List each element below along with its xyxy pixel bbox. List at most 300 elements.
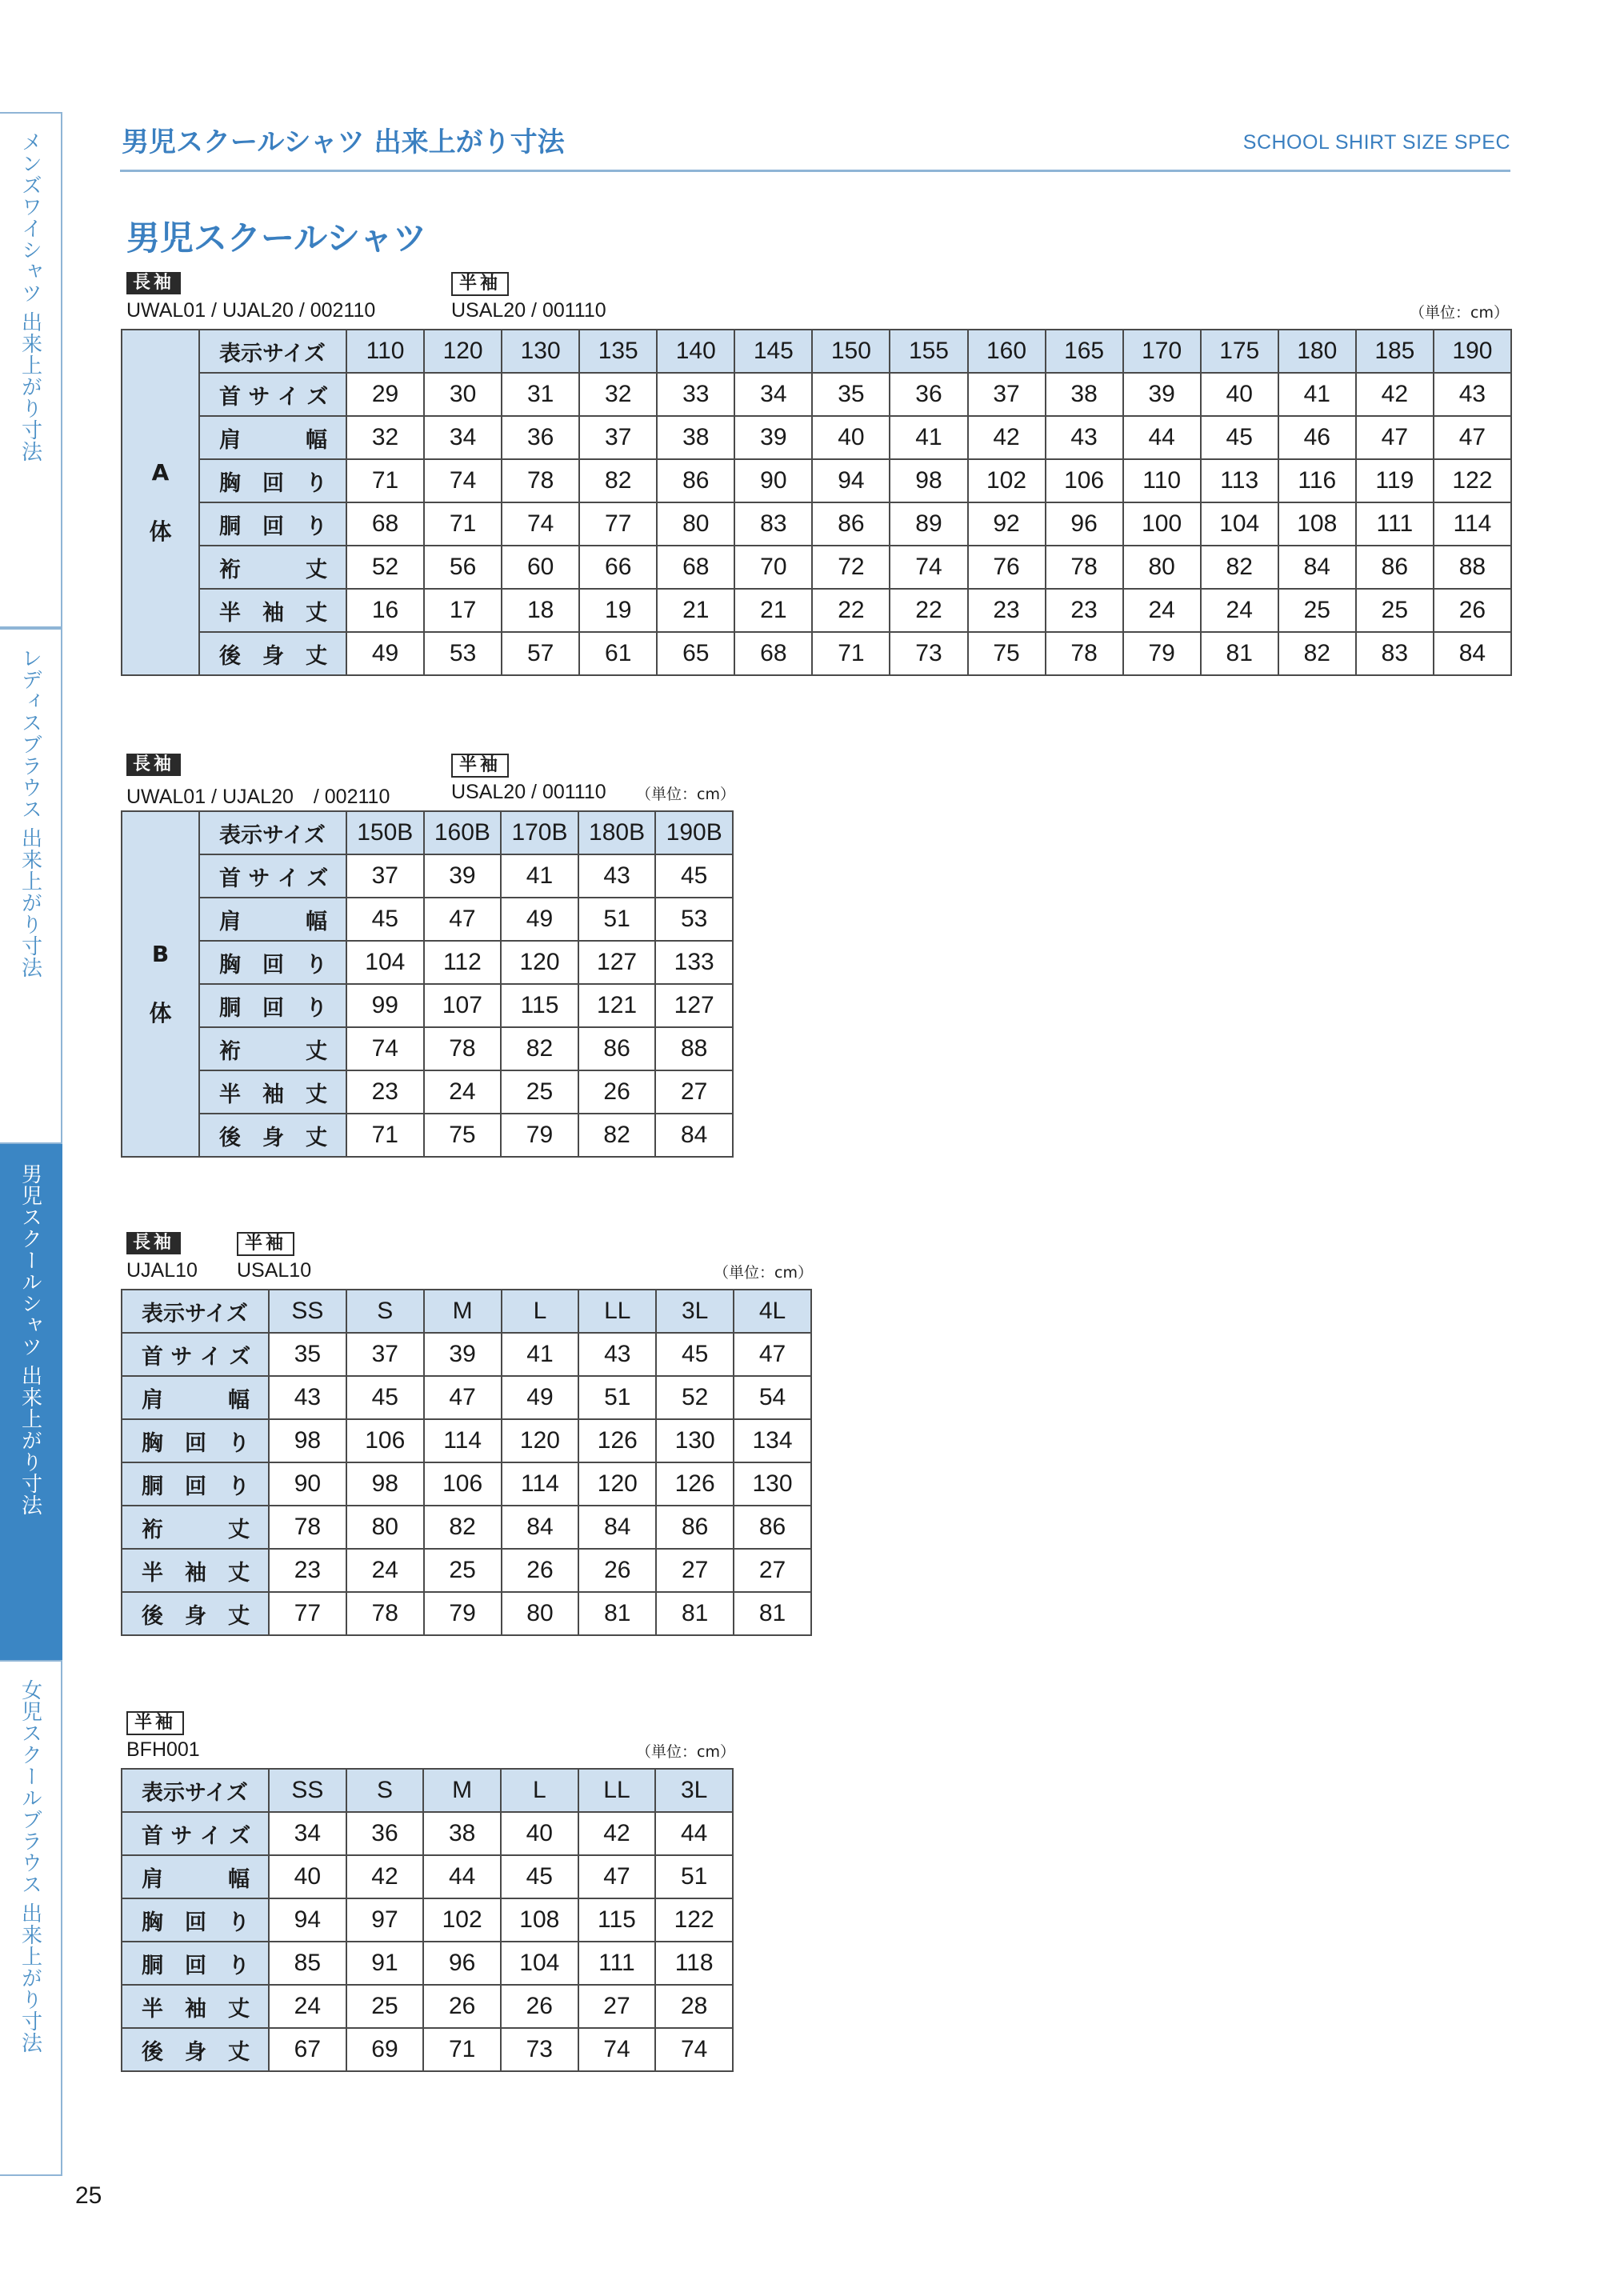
table-cell: 52: [656, 1376, 734, 1419]
row-label: 首 サ イ ズ: [122, 1333, 269, 1376]
table-cell: 65: [657, 632, 734, 675]
side-tab-girls-school-blouse[interactable]: [0, 1660, 62, 2176]
table-cell: 47: [424, 898, 502, 941]
table-cell: 31: [502, 373, 579, 416]
table-cell: 98: [890, 459, 967, 502]
unit-label: （単位：cm）: [714, 1264, 813, 1282]
table-cell: 106: [1046, 459, 1123, 502]
page-number: 25: [75, 2182, 102, 2209]
table-row: [122, 1070, 733, 1114]
row-label: 肩 幅: [122, 1376, 269, 1419]
table-cell: 66: [579, 546, 657, 589]
long-sleeve-badge: 長袖: [126, 272, 181, 294]
row-label: 胴 回 り: [122, 1942, 269, 1985]
table-cell: 28: [655, 1985, 733, 2028]
size-header-cell: 170: [1123, 330, 1201, 373]
table-cell: 51: [578, 898, 656, 941]
table-cell: 127: [578, 941, 656, 984]
size-header-cell: LL: [578, 1290, 656, 1333]
table-cell: 47: [734, 1333, 811, 1376]
table-cell: 60: [502, 546, 579, 589]
size-header-cell: M: [423, 1769, 501, 1812]
table-cell: 116: [1278, 459, 1356, 502]
table-cell: 51: [578, 1376, 656, 1419]
table-row: [122, 1592, 811, 1635]
table-row: [122, 1985, 733, 2028]
side-tab-mens-shirt[interactable]: [0, 112, 62, 628]
row-label: 首 サ イ ズ: [199, 854, 346, 898]
side-tab-boys-school-shirt[interactable]: [0, 1144, 62, 1660]
table-cell: 114: [1434, 502, 1511, 546]
table-cell: 88: [1434, 546, 1511, 589]
table-cell: 114: [502, 1462, 579, 1506]
table-cell: 82: [501, 1027, 578, 1070]
table-cell: 74: [655, 2028, 733, 2071]
table-row: [122, 589, 1511, 632]
row-label: 後 身 丈: [122, 2028, 269, 2071]
table-cell: 83: [734, 502, 812, 546]
table-cell: 47: [1434, 416, 1511, 459]
table-row: [122, 459, 1511, 502]
size-header-cell: 180B: [578, 811, 656, 854]
table-cell: 84: [578, 1506, 656, 1549]
table-cell: 94: [812, 459, 890, 502]
table-cell: 130: [656, 1419, 734, 1462]
table-cell: 82: [579, 459, 657, 502]
table-cell: 108: [501, 1898, 578, 1942]
table-cell: 110: [1123, 459, 1201, 502]
table-cell: 21: [734, 589, 812, 632]
table-cell: 86: [812, 502, 890, 546]
row-label: 胸 回 り: [199, 459, 346, 502]
table-row: [122, 502, 1511, 546]
table-cell: 68: [346, 502, 424, 546]
size-table-b: [121, 810, 734, 1158]
table-cell: 69: [346, 2028, 424, 2071]
table-cell: 86: [578, 1027, 656, 1070]
table-cell: 27: [578, 1985, 656, 2028]
short-sleeve-badge: 半袖: [126, 1711, 184, 1735]
product-codes-short: USAL20 / 001110: [451, 781, 606, 803]
table-cell: 49: [501, 898, 578, 941]
row-label: 胴 回 り: [199, 502, 346, 546]
table-cell: 53: [424, 632, 502, 675]
long-sleeve-badge: 長袖: [126, 1232, 181, 1254]
table-cell: 32: [346, 416, 424, 459]
table-cell: 40: [269, 1855, 346, 1898]
product-codes-long: UWAL01 / UJAL20 / 002110: [126, 299, 376, 322]
table-cell: 81: [656, 1592, 734, 1635]
row-label: 裄 丈: [199, 1027, 346, 1070]
product-codes-long: UWAL01 / UJAL20 / 002110: [126, 786, 390, 808]
table-cell: 40: [1201, 373, 1278, 416]
body-type-label: A 体: [122, 330, 199, 675]
table-cell: 86: [657, 459, 734, 502]
table-row: [122, 2028, 733, 2071]
table-cell: 92: [968, 502, 1046, 546]
size-header-cell: 135: [579, 330, 657, 373]
table-cell: 74: [502, 502, 579, 546]
table-cell: 26: [1434, 589, 1511, 632]
table-cell: 36: [502, 416, 579, 459]
table-cell: 96: [423, 1942, 501, 1985]
table-row: [122, 941, 733, 984]
table-cell: 71: [346, 459, 424, 502]
table-cell: 38: [423, 1812, 501, 1855]
table-row: [122, 1419, 811, 1462]
table-cell: 23: [1046, 589, 1123, 632]
table-cell: 71: [424, 502, 502, 546]
size-header-cell: 165: [1046, 330, 1123, 373]
table-cell: 78: [502, 459, 579, 502]
table-cell: 47: [1356, 416, 1434, 459]
row-label: 胴 回 り: [199, 984, 346, 1027]
size-header-row: [122, 811, 733, 854]
table-cell: 78: [346, 1592, 424, 1635]
table-cell: 106: [424, 1462, 502, 1506]
table-row: [122, 1855, 733, 1898]
table-cell: 38: [657, 416, 734, 459]
table-cell: 82: [1201, 546, 1278, 589]
table-cell: 78: [424, 1027, 502, 1070]
size-header-row: [122, 330, 1511, 373]
unit-label: （単位：cm）: [636, 786, 735, 803]
size-header-cell: 4L: [734, 1290, 811, 1333]
table-cell: 41: [1278, 373, 1356, 416]
table-cell: 97: [346, 1898, 424, 1942]
table-cell: 115: [501, 984, 578, 1027]
table-cell: 85: [269, 1942, 346, 1985]
table-row: [122, 1812, 733, 1855]
table-cell: 32: [579, 373, 657, 416]
table-cell: 37: [968, 373, 1046, 416]
table-cell: 42: [968, 416, 1046, 459]
table-cell: 126: [656, 1462, 734, 1506]
table-cell: 24: [269, 1985, 346, 2028]
table-cell: 126: [578, 1419, 656, 1462]
table-cell: 26: [502, 1549, 579, 1592]
table-cell: 74: [578, 2028, 656, 2071]
table-cell: 43: [1434, 373, 1511, 416]
row-label: 裄 丈: [122, 1506, 269, 1549]
table-cell: 78: [269, 1506, 346, 1549]
table-cell: 17: [424, 589, 502, 632]
table-cell: 70: [734, 546, 812, 589]
table-cell: 49: [346, 632, 424, 675]
table-cell: 122: [655, 1898, 733, 1942]
row-label: 胸 回 り: [122, 1419, 269, 1462]
table-cell: 41: [502, 1333, 579, 1376]
table-row: [122, 1376, 811, 1419]
size-header-cell: SS: [269, 1769, 346, 1812]
table-row: [122, 1898, 733, 1942]
table-cell: 86: [656, 1506, 734, 1549]
table-cell: 57: [502, 632, 579, 675]
size-header-cell: L: [502, 1290, 579, 1333]
size-header-cell: 175: [1201, 330, 1278, 373]
size-header-cell: SS: [269, 1290, 346, 1333]
row-label: 表示サイズ: [122, 1769, 269, 1812]
size-table-c: [121, 1289, 812, 1636]
table-cell: 26: [578, 1070, 656, 1114]
side-tab-ladies-blouse[interactable]: [0, 628, 62, 1144]
table-cell: 61: [579, 632, 657, 675]
table-cell: 82: [578, 1114, 656, 1157]
table-cell: 19: [579, 589, 657, 632]
row-label: 胴 回 り: [122, 1462, 269, 1506]
table-cell: 91: [346, 1942, 424, 1985]
table-cell: 47: [424, 1376, 502, 1419]
table-cell: 39: [734, 416, 812, 459]
table-cell: 24: [346, 1549, 424, 1592]
table-cell: 23: [968, 589, 1046, 632]
short-sleeve-badge: 半袖: [237, 1232, 294, 1256]
table-cell: 134: [734, 1419, 811, 1462]
table-cell: 22: [812, 589, 890, 632]
table-cell: 76: [968, 546, 1046, 589]
table-cell: 33: [657, 373, 734, 416]
table-row: [122, 1549, 811, 1592]
table-cell: 53: [655, 898, 733, 941]
table-cell: 16: [346, 589, 424, 632]
table-cell: 99: [346, 984, 424, 1027]
size-header-cell: 120: [424, 330, 502, 373]
table-row: [122, 854, 733, 898]
table-cell: 72: [812, 546, 890, 589]
table-cell: 56: [424, 546, 502, 589]
table-cell: 74: [346, 1027, 424, 1070]
row-label: 肩 幅: [199, 898, 346, 941]
section-title: 男児スクールシャツ: [126, 218, 427, 258]
table-cell: 43: [1046, 416, 1123, 459]
table-cell: 30: [424, 373, 502, 416]
table-cell: 111: [578, 1942, 656, 1985]
table-cell: 80: [502, 1592, 579, 1635]
table-cell: 75: [424, 1114, 502, 1157]
table-cell: 81: [734, 1592, 811, 1635]
table-cell: 82: [1278, 632, 1356, 675]
table-cell: 34: [269, 1812, 346, 1855]
side-tab-label: 男児スクールシャツ 出来上がり寸法: [18, 1163, 42, 1517]
table-cell: 127: [655, 984, 733, 1027]
size-header-row: [122, 1769, 733, 1812]
product-code: BFH001: [126, 1738, 200, 1761]
row-label: 後 身 丈: [199, 632, 346, 675]
table-cell: 90: [269, 1462, 346, 1506]
table-row: [122, 373, 1511, 416]
table-cell: 104: [1201, 502, 1278, 546]
row-label: 胸 回 り: [199, 941, 346, 984]
size-header-row: [122, 1290, 811, 1333]
table-cell: 44: [423, 1855, 501, 1898]
size-header-cell: 160: [968, 330, 1046, 373]
table-cell: 112: [424, 941, 502, 984]
short-sleeve-badge: 半袖: [451, 272, 509, 296]
side-tab-label: メンズワイシャツ 出来上がり寸法: [18, 131, 42, 463]
table-row: [122, 1027, 733, 1070]
table-cell: 49: [502, 1376, 579, 1419]
table-cell: 41: [501, 854, 578, 898]
table-cell: 47: [578, 1855, 656, 1898]
table-cell: 77: [269, 1592, 346, 1635]
row-label: 後 身 丈: [122, 1592, 269, 1635]
table-cell: 26: [501, 1985, 578, 2028]
table-cell: 96: [1046, 502, 1123, 546]
row-label: 表示サイズ: [199, 330, 346, 373]
table-cell: 83: [1356, 632, 1434, 675]
table-cell: 71: [346, 1114, 424, 1157]
table-cell: 79: [424, 1592, 502, 1635]
row-label: 後 身 丈: [199, 1114, 346, 1157]
unit-label: （単位：cm）: [636, 1743, 735, 1761]
table-row: [122, 632, 1511, 675]
size-header-cell: S: [346, 1290, 424, 1333]
table-cell: 73: [890, 632, 967, 675]
table-cell: 45: [346, 898, 424, 941]
table-cell: 79: [501, 1114, 578, 1157]
table-cell: 104: [346, 941, 424, 984]
table-cell: 94: [269, 1898, 346, 1942]
table-cell: 38: [1046, 373, 1123, 416]
page-title: 男児スクールシャツ 出来上がり寸法: [122, 126, 565, 158]
table-cell: 120: [501, 941, 578, 984]
table-cell: 111: [1356, 502, 1434, 546]
size-header-cell: 3L: [655, 1769, 733, 1812]
table-row: [122, 1114, 733, 1157]
table-cell: 18: [502, 589, 579, 632]
table-cell: 45: [501, 1855, 578, 1898]
table-cell: 84: [655, 1114, 733, 1157]
size-header-cell: 160B: [424, 811, 502, 854]
table-cell: 40: [812, 416, 890, 459]
table-cell: 37: [346, 1333, 424, 1376]
table-cell: 88: [655, 1027, 733, 1070]
table-cell: 45: [656, 1333, 734, 1376]
size-header-cell: 140: [657, 330, 734, 373]
table-row: [122, 1506, 811, 1549]
table-cell: 37: [346, 854, 424, 898]
table-cell: 24: [424, 1070, 502, 1114]
table-cell: 26: [423, 1985, 501, 2028]
table-row: [122, 898, 733, 941]
page-title-en: SCHOOL SHIRT SIZE SPEC: [1242, 131, 1510, 154]
table-cell: 120: [502, 1419, 579, 1462]
table-cell: 84: [502, 1506, 579, 1549]
product-code-short: USAL10: [237, 1259, 312, 1282]
size-header-cell: S: [346, 1769, 424, 1812]
size-header-cell: 110: [346, 330, 424, 373]
table-cell: 41: [890, 416, 967, 459]
size-table-d: [121, 1768, 734, 2072]
table-cell: 81: [1201, 632, 1278, 675]
table-cell: 74: [424, 459, 502, 502]
table-cell: 98: [346, 1462, 424, 1506]
table-cell: 118: [655, 1942, 733, 1985]
table-cell: 34: [424, 416, 502, 459]
table-cell: 25: [1278, 589, 1356, 632]
size-table-a: [121, 329, 1512, 676]
unit-label: （単位：cm）: [1410, 304, 1509, 322]
table-cell: 75: [968, 632, 1046, 675]
table-cell: 68: [734, 632, 812, 675]
table-cell: 80: [1123, 546, 1201, 589]
table-cell: 82: [424, 1506, 502, 1549]
table-row: [122, 546, 1511, 589]
table-cell: 68: [657, 546, 734, 589]
table-cell: 25: [1356, 589, 1434, 632]
table-cell: 81: [578, 1592, 656, 1635]
size-header-cell: 145: [734, 330, 812, 373]
product-code-long: UJAL10: [126, 1259, 198, 1282]
table-cell: 42: [578, 1812, 656, 1855]
table-cell: 100: [1123, 502, 1201, 546]
table-cell: 86: [734, 1506, 811, 1549]
row-label: 首 サ イ ズ: [199, 373, 346, 416]
table-cell: 78: [1046, 632, 1123, 675]
table-cell: 21: [657, 589, 734, 632]
table-cell: 25: [501, 1070, 578, 1114]
table-cell: 115: [578, 1898, 656, 1942]
table-cell: 37: [579, 416, 657, 459]
table-cell: 44: [1123, 416, 1201, 459]
table-cell: 51: [655, 1855, 733, 1898]
table-row: [122, 1942, 733, 1985]
side-tab-label: 女児スクールブラウス 出来上がり寸法: [18, 1679, 42, 2054]
table-cell: 39: [424, 854, 502, 898]
table-cell: 23: [346, 1070, 424, 1114]
row-label: 首 サ イ ズ: [122, 1812, 269, 1855]
row-label: 肩 幅: [122, 1855, 269, 1898]
table-cell: 39: [1123, 373, 1201, 416]
table-cell: 35: [812, 373, 890, 416]
table-cell: 77: [579, 502, 657, 546]
row-label: 表示サイズ: [199, 811, 346, 854]
table-cell: 29: [346, 373, 424, 416]
side-tab-label: レディスブラウス 出来上がり寸法: [18, 647, 42, 979]
table-cell: 122: [1434, 459, 1511, 502]
table-cell: 26: [578, 1549, 656, 1592]
table-cell: 22: [890, 589, 967, 632]
table-cell: 54: [734, 1376, 811, 1419]
table-cell: 24: [1123, 589, 1201, 632]
table-cell: 45: [655, 854, 733, 898]
table-cell: 98: [269, 1419, 346, 1462]
table-cell: 90: [734, 459, 812, 502]
table-cell: 39: [424, 1333, 502, 1376]
table-cell: 119: [1356, 459, 1434, 502]
table-cell: 25: [346, 1985, 424, 2028]
size-header-cell: 150B: [346, 811, 424, 854]
table-cell: 40: [501, 1812, 578, 1855]
table-cell: 80: [657, 502, 734, 546]
table-cell: 27: [734, 1549, 811, 1592]
row-label: 肩 幅: [199, 416, 346, 459]
size-header-cell: 170B: [501, 811, 578, 854]
table-cell: 23: [269, 1549, 346, 1592]
table-cell: 133: [655, 941, 733, 984]
table-cell: 89: [890, 502, 967, 546]
table-cell: 78: [1046, 546, 1123, 589]
table-cell: 46: [1278, 416, 1356, 459]
table-cell: 79: [1123, 632, 1201, 675]
table-cell: 67: [269, 2028, 346, 2071]
table-cell: 52: [346, 546, 424, 589]
size-header-cell: 180: [1278, 330, 1356, 373]
row-label: 表示サイズ: [122, 1290, 269, 1333]
row-label: 裄 丈: [199, 546, 346, 589]
table-cell: 24: [1201, 589, 1278, 632]
table-cell: 130: [734, 1462, 811, 1506]
